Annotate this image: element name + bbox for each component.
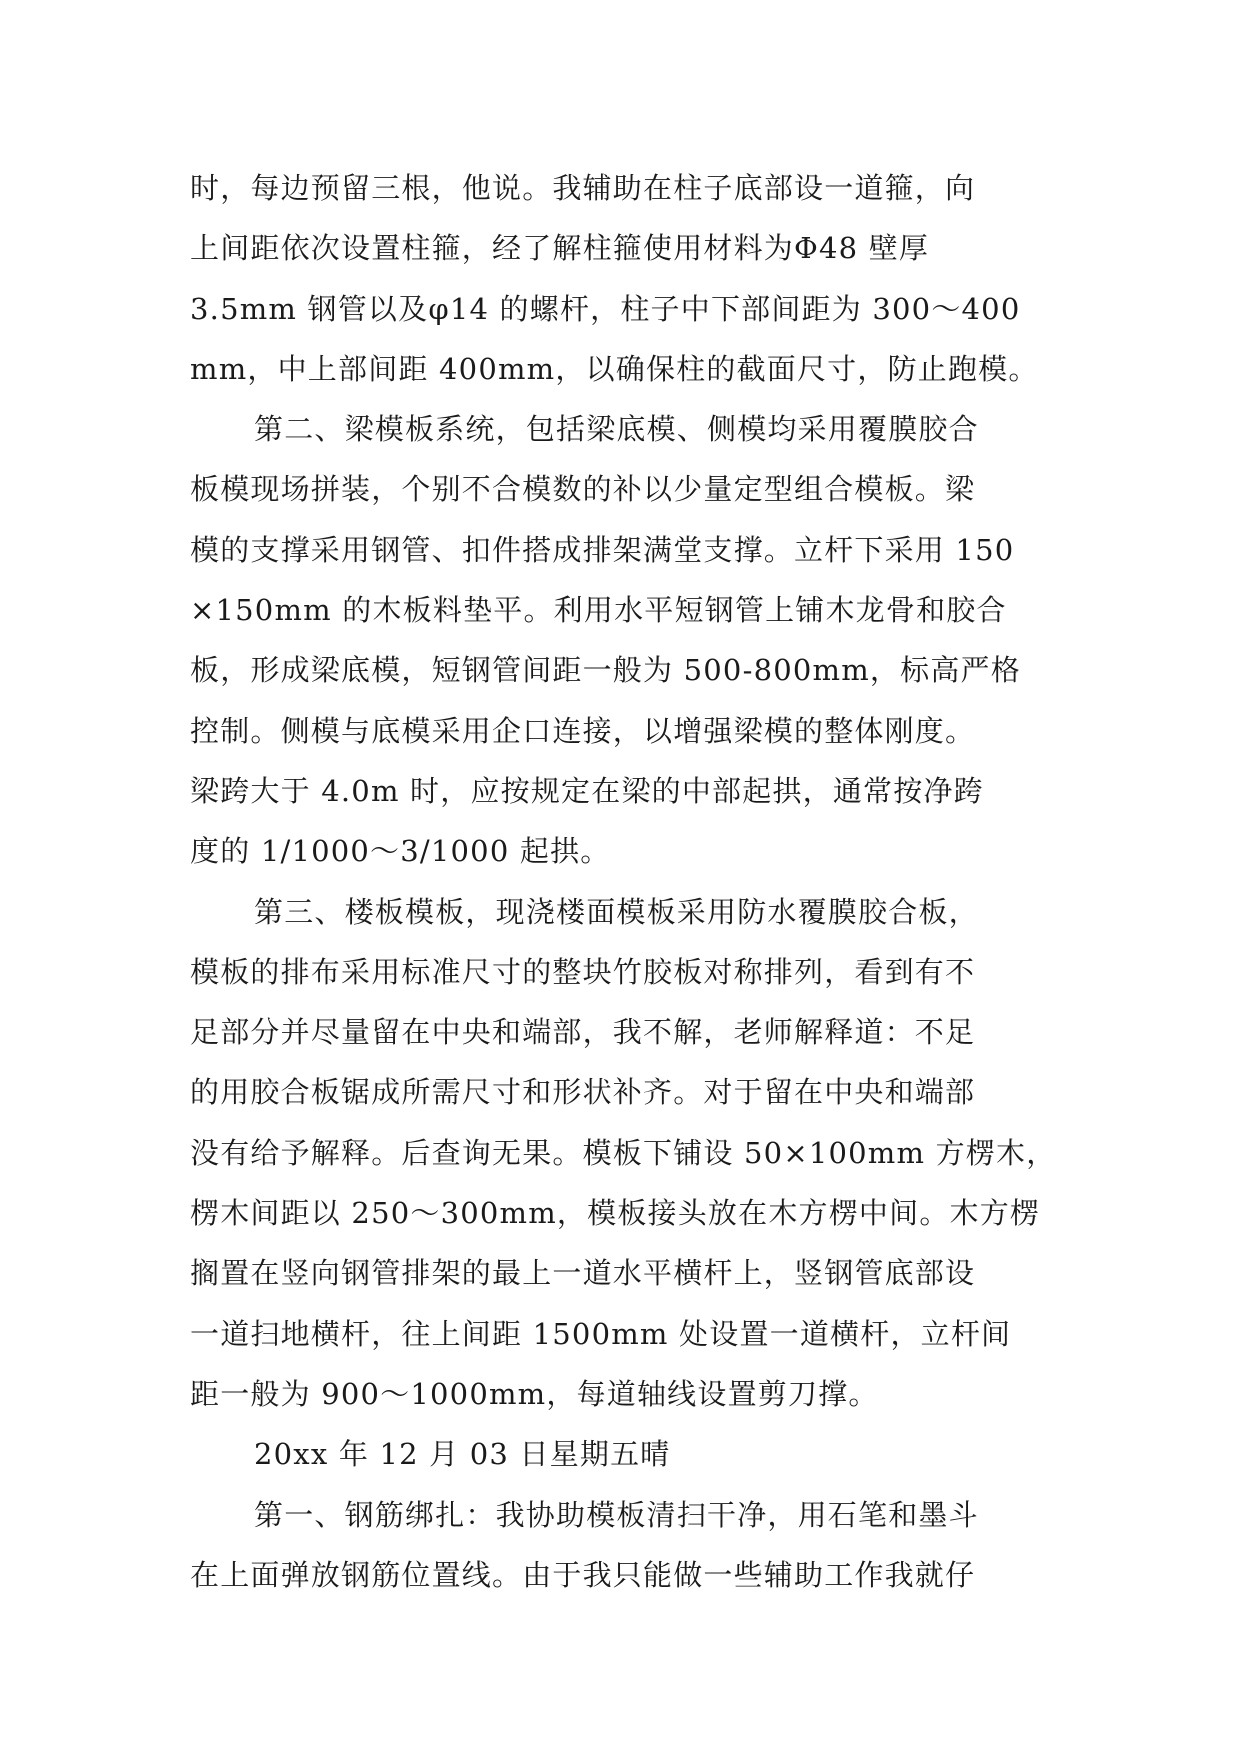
paragraph-start-line: 第三、楼板模板，现浇楼面模板采用防水覆膜胶合板， [254,894,979,929]
paragraph-start-line: 第一、钢筋绑扎：我协助模板清扫干净，用石笔和墨斗 [254,1497,979,1532]
text-line: 搁置在竖向钢管排架的最上一道水平横杆上，竖钢管底部设 [190,1256,976,1291]
text-line: 板，形成梁底模，短钢管间距一般为 500-800mm，标高严格 [190,653,1021,688]
text-line: 在上面弹放钢筋位置线。由于我只能做一些辅助工作我就仔 [190,1557,976,1592]
text-line: 足部分并尽量留在中央和端部，我不解，老师解释道：不足 [190,1015,976,1050]
text-line: 的用胶合板锯成所需尺寸和形状补齐。对于留在中央和端部 [190,1075,976,1110]
text-line: 控制。侧模与底模采用企口连接，以增强梁模的整体刚度。 [190,713,976,748]
text-line: 一道扫地横杆，往上间距 1500mm 处设置一道横杆，立杆间 [190,1316,1012,1351]
text-line: 上间距依次设置柱箍，经了解柱箍使用材料为Φ48 壁厚 [190,231,930,266]
text-line: ×150mm 的木板料垫平。利用水平短钢管上铺木龙骨和胶合 [190,593,1007,628]
text-line: 板模现场拼装，个别不合模数的补以少量定型组合模板。梁 [190,472,976,507]
date-heading: 20xx 年 12 月 03 日星期五晴 [254,1437,671,1472]
text-line: 距一般为 900～1000mm，每道轴线设置剪刀撑。 [190,1376,879,1411]
text-line: 梁跨大于 4.0m 时，应按规定在梁的中部起拱，通常按净跨 [190,773,984,808]
text-line: 楞木间距以 250～300mm，模板接头放在木方楞中间。木方楞 [190,1196,1041,1231]
text-line: 模板的排布采用标准尺寸的整块竹胶板对称排列，看到有不 [190,954,976,989]
text-line: 3.5mm 钢管以及φ14 的螺杆，柱子中下部间距为 300～400 [190,291,1021,326]
text-line: mm，中上部间距 400mm，以确保柱的截面尺寸，防止跑模。 [190,351,1039,386]
text-line: 度的 1/1000～3/1000 起拱。 [190,834,611,869]
document-body [190,158,1057,1605]
text-line: 模的支撑采用钢管、扣件搭成排架满堂支撑。立杆下采用 150 [190,532,1015,567]
text-line: 时，每边预留三根，他说。我辅助在柱子底部设一道箍，向 [190,171,976,205]
text-line: 没有给予解释。后查询无果。模板下铺设 50×100mm 方楞木， [190,1135,1057,1170]
paragraph-start-line: 第二、梁模板系统，包括梁底模、侧模均采用覆膜胶合 [254,412,979,447]
